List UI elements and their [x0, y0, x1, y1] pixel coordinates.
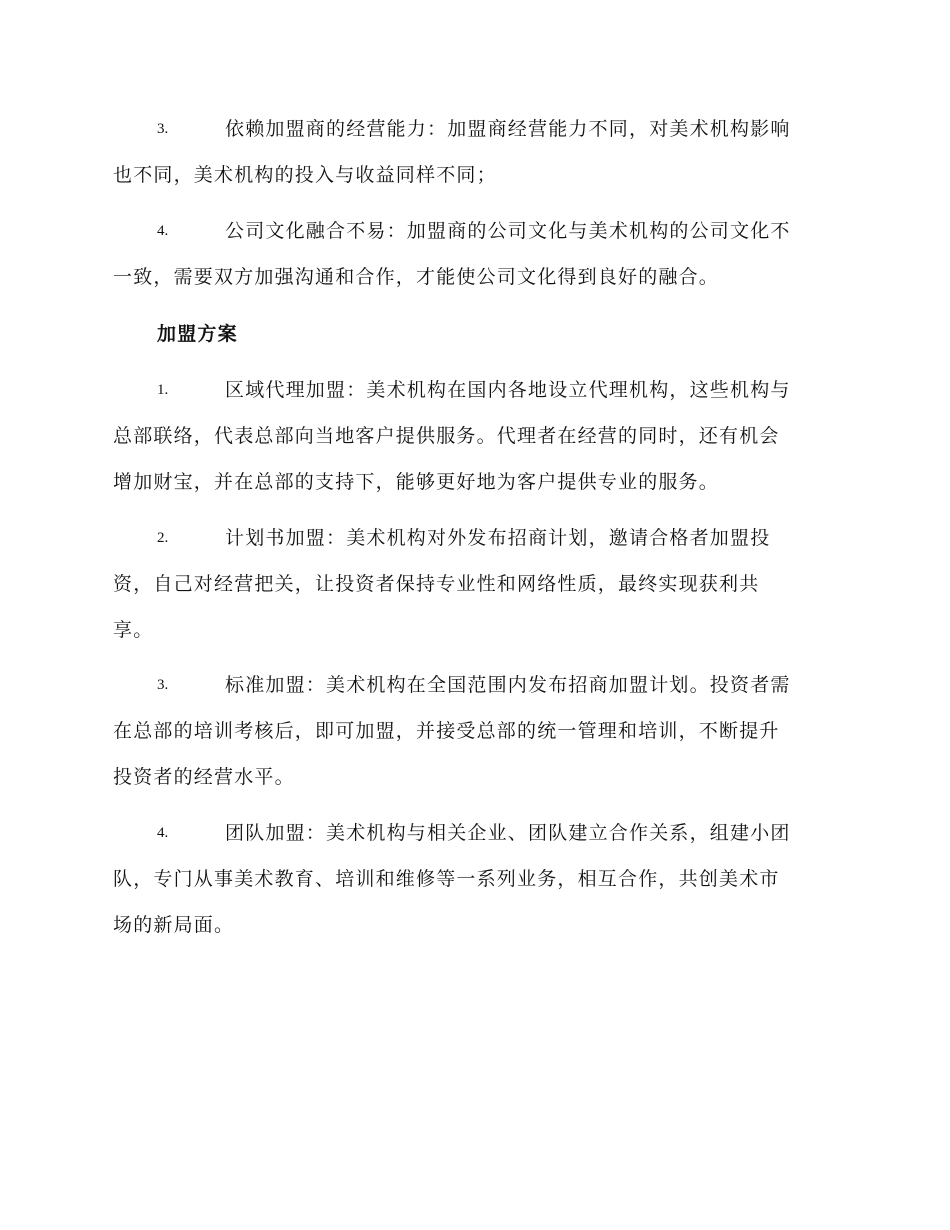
list-item-text-line: 标准加盟：美术机构在全国范围内发布招商加盟计划。投资者需	[225, 674, 791, 696]
list-item-text-line: 依赖加盟商的经营能力：加盟商经营能力不同，对美术机构影响	[225, 118, 791, 140]
list-item-text-line: 在总部的培训考核后，即可加盟，并接受总部的统一管理和培训，不断提升	[113, 720, 780, 742]
list-item-text-line: 区域代理加盟：美术机构在国内各地设立代理机构，这些机构与	[225, 379, 791, 401]
list-item-text-line: 一致，需要双方加强沟通和合作，才能使公司文化得到良好的融合。	[113, 266, 720, 288]
list-item-text-line: 增加财宝，并在总部的支持下，能够更好地为客户提供专业的服务。	[113, 471, 720, 493]
list-number: 3.	[157, 121, 169, 137]
list-number: 2.	[157, 530, 169, 546]
list-item-text-line: 场的新局面。	[113, 914, 235, 936]
section-heading: 加盟方案	[157, 323, 238, 345]
list-number: 1.	[157, 382, 169, 398]
list-item-text-line: 队，专门从事美术教育、培训和维修等一系列业务，相互合作，共创美术市	[113, 868, 780, 890]
list-item-text-line: 也不同，美术机构的投入与收益同样不同；	[113, 164, 497, 186]
list-number: 4.	[157, 825, 169, 841]
list-number: 4.	[157, 223, 169, 239]
list-item-text-line: 投资者的经营水平。	[113, 766, 295, 788]
list-item-text-line: 公司文化融合不易：加盟商的公司文化与美术机构的公司文化不	[225, 220, 791, 242]
list-item-text-line: 资，自己对经营把关，让投资者保持专业性和网络性质，最终实现获利共	[113, 573, 760, 595]
list-item-text-line: 团队加盟：美术机构与相关企业、团队建立合作关系，组建小团	[225, 822, 791, 844]
list-number: 3.	[157, 677, 169, 693]
list-item-text-line: 享。	[113, 619, 154, 641]
list-item-text-line: 计划书加盟：美术机构对外发布招商计划，邀请合格者加盟投	[225, 527, 771, 549]
list-item-text-line: 总部联络，代表总部向当地客户提供服务。代理者在经营的同时，还有机会	[113, 425, 780, 447]
